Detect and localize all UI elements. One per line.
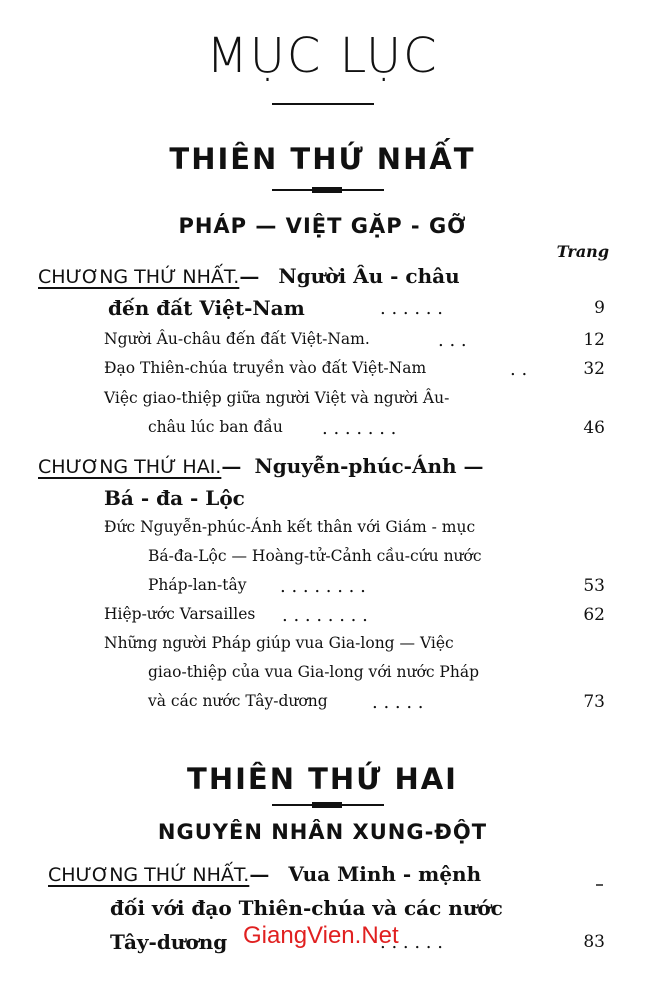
stray-mark (596, 884, 603, 886)
watermark: GiangVien.Net (243, 922, 399, 949)
chapter-1-1-dash: — (239, 264, 260, 288)
entry-1-1-2[interactable]: Đạo Thiên-chúa truyền vào đất Việt-Nam (104, 359, 427, 377)
dot-leader: . . . . . . . . (280, 576, 366, 597)
entry-1-1-3-line1[interactable]: Việc giao-thiệp giữa người Việt và người Âu- (104, 389, 450, 407)
page-column-label: Trang (556, 242, 609, 261)
chapter-1-1-title-cont (108, 296, 305, 320)
chapter-2-1-title-cont (110, 896, 503, 920)
entry-1-2-1-line1[interactable]: Đức Nguyễn-phúc-Ánh kết thân với Giám - mục (104, 518, 476, 536)
chapter-1-2-prefix: CHƯƠNG THỨ HAI. (38, 456, 222, 478)
chapter-2-1-title-line3: Tây-dương (110, 930, 228, 954)
part-1-ornament (272, 187, 384, 193)
chapter-2-1-title-line1: Vua Minh - mệnh (288, 862, 482, 886)
title-rule (272, 103, 374, 105)
dot-leader: . . . . . . (380, 932, 443, 953)
part-2-subtitle: NGUYÊN NHÂN XUNG-ĐỘT (157, 820, 488, 844)
entry-1-1-1[interactable]: Người Âu-châu đến đất Việt-Nam. (104, 330, 370, 348)
chapter-2-1-heading[interactable] (48, 862, 481, 886)
entry-1-2-3-line2[interactable]: giao-thiệp của vua Gia-long với nước Pháp (148, 663, 480, 681)
chapter-2-1-prefix: CHƯƠNG THỨ NHẤT. (48, 864, 250, 886)
entry-1-2-2-page: 62 (583, 605, 605, 625)
entry-1-2-1-page: 53 (583, 576, 605, 596)
entry-1-1-1-page: 12 (583, 330, 605, 350)
chapter-1-2-dash: — (221, 454, 242, 478)
chapter-2-1-dash: — (249, 862, 270, 886)
chapter-1-2-heading[interactable] (38, 454, 484, 478)
dot-leader: . . (510, 359, 528, 380)
dot-leader: . . . . . . . . (282, 605, 368, 626)
chapter-2-1-page: 83 (583, 932, 605, 952)
chapter-1-2-title-line2: Bá - đa - Lộc (104, 486, 245, 510)
chapter-1-1-prefix: CHƯƠNG THỨ NHẤT. (38, 266, 240, 288)
chapter-1-2-title-cont (104, 486, 245, 510)
chapter-1-1-heading[interactable] (38, 264, 460, 288)
entry-1-2-1-line2[interactable]: Bá-đa-Lộc — Hoàng-tử-Cảnh cầu-cứu nước (148, 547, 482, 565)
chapter-2-1-title-cont2 (110, 930, 227, 954)
dot-leader: . . . . . . (380, 298, 443, 319)
dot-leader: . . . (438, 330, 467, 351)
chapter-1-1-title-line1: Người Âu - châu (278, 264, 460, 288)
part-2-ornament (272, 802, 384, 808)
entry-1-2-3-page: 73 (583, 692, 605, 712)
page-title: MỤC LỤC (206, 28, 439, 84)
entry-1-2-3-line3[interactable]: và các nước Tây-dương (148, 692, 328, 710)
part-1-subtitle: PHÁP — VIỆT GẶP - GỠ (178, 214, 467, 238)
part-1-heading: THIÊN THỨ NHẤT (169, 142, 476, 176)
chapter-1-2-title-line1: Nguyễn-phúc-Ánh — (254, 454, 484, 478)
chapter-1-1-title-line2: đến đất Việt-Nam (108, 296, 305, 320)
chapter-1-1-page: 9 (594, 298, 605, 318)
entry-1-2-1-line3[interactable]: Pháp-lan-tây (148, 576, 247, 594)
dot-leader: . . . . . . . (322, 418, 397, 439)
entry-1-2-3-line1[interactable]: Những người Pháp giúp vua Gia-long — Việc (104, 634, 454, 652)
entry-1-1-3-page: 46 (583, 418, 605, 438)
entry-1-1-3-line2[interactable]: châu lúc ban đầu (148, 418, 283, 436)
chapter-2-1-title-line2: đối với đạo Thiên-chúa và các nước (110, 896, 503, 920)
entry-1-1-2-page: 32 (583, 359, 605, 379)
part-2-heading: THIÊN THỨ HAI (187, 762, 458, 796)
dot-leader: . . . . . (372, 692, 424, 713)
entry-1-2-2[interactable]: Hiệp-ước Varsailles (104, 605, 256, 623)
